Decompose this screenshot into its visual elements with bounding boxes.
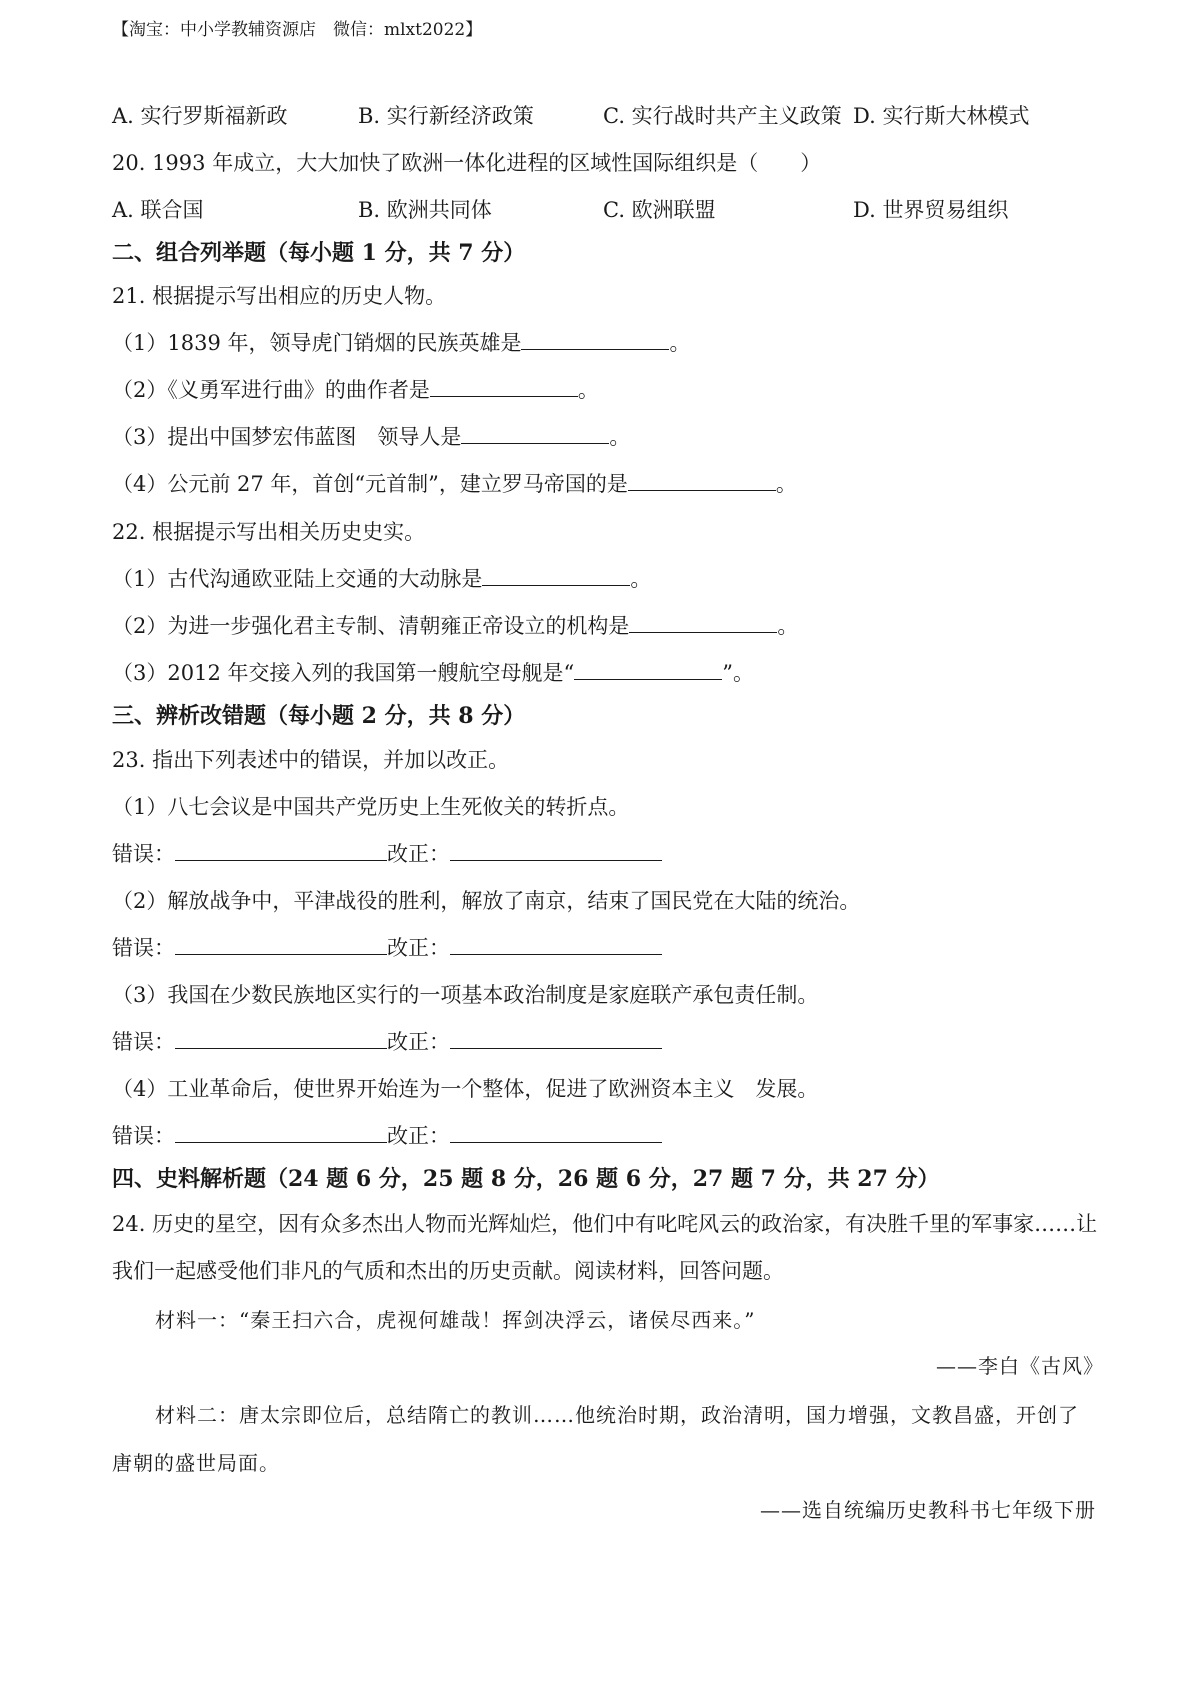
q21-item-2-end: 。 [577, 378, 599, 402]
answer-blank[interactable] [461, 423, 609, 444]
q21-item-4-end: 。 [775, 472, 797, 496]
correction-blank[interactable] [450, 840, 662, 861]
q23-stem: 23. 指出下列表述中的错误，并加以改正。 [112, 748, 510, 772]
q20-option-b: B. 欧洲共同体 [358, 198, 492, 222]
q19-option-a: A. 实行罗斯福新政 [112, 104, 288, 128]
correction-blank[interactable] [450, 1122, 662, 1143]
q22-item-1-text: （1）古代沟通欧亚陆上交通的大动脉是 [112, 567, 483, 591]
correction-label: 改正： [387, 842, 450, 866]
q21-item-3-text: （3）提出中国梦宏伟蓝图 领导人是 [112, 425, 462, 449]
error-blank[interactable] [175, 1028, 387, 1049]
material-1: 材料一：“秦王扫六合，虎视何雄哉！挥剑决浮云，诸侯尽西来。” [155, 1308, 756, 1332]
q24-stem-line-2: 我们一起感受他们非凡的气质和杰出的历史贡献。阅读材料，回答问题。 [112, 1259, 784, 1283]
section2-title: 二、组合列举题（每小题 1 分，共 7 分） [112, 240, 526, 266]
q19-option-c: C. 实行战时共产主义政策 [603, 104, 842, 128]
section3-title: 三、辨析改错题（每小题 2 分，共 8 分） [112, 703, 526, 729]
error-label: 错误： [112, 1030, 175, 1054]
q19-option-b: B. 实行新经济政策 [358, 104, 534, 128]
q20-stem: 20. 1993 年成立，大大加快了欧洲一体化进程的区域性国际组织是（ ） [112, 151, 822, 175]
error-label: 错误： [112, 936, 175, 960]
section4-title: 四、史料解析题（24 题 6 分，25 题 8 分，26 题 6 分，27 题 7 分，共 27 分） [112, 1166, 940, 1192]
answer-blank[interactable] [628, 470, 776, 491]
material-2-line-1: 材料二：唐太宗即位后，总结隋亡的教训……他统治时期，政治清明，国力增强，文教昌盛，开创了 [155, 1403, 1079, 1427]
q22-item-1-end: 。 [630, 567, 652, 591]
q22-item-3 [112, 659, 754, 687]
correction-blank[interactable] [450, 1028, 662, 1049]
q21-item-4-text: （4）公元前 27 年，首创“元首制”，建立罗马帝国的是 [112, 472, 628, 496]
q21-item-1-end: 。 [669, 331, 691, 355]
q22-item-2-text: （2）为进一步强化君主专制、清朝雍正帝设立的机构是 [112, 614, 630, 638]
q20-option-d: D. 世界贸易组织 [853, 198, 1009, 222]
answer-blank[interactable] [482, 565, 630, 586]
q23-answer-row-4 [112, 1122, 662, 1150]
q22-item-3-end: ”。 [722, 661, 754, 685]
material-2-line-2: 唐朝的盛世局面。 [112, 1451, 280, 1475]
q23-answer-row-1 [112, 840, 662, 868]
q21-item-3-end: 。 [609, 425, 631, 449]
q22-item-2 [112, 612, 798, 640]
q22-item-1 [112, 565, 651, 593]
correction-label: 改正： [387, 936, 450, 960]
answer-blank[interactable] [629, 612, 777, 633]
q23-item-2: （2）解放战争中，平津战役的胜利，解放了南京，结束了国民党在大陆的统治。 [112, 889, 861, 913]
q21-item-2-text: （2）《义勇军进行曲》的曲作者是 [112, 378, 430, 402]
q21-stem: 21. 根据提示写出相应的历史人物。 [112, 284, 447, 308]
q23-item-4: （4）工业革命后，使世界开始连为一个整体，促进了欧洲资本主义 发展。 [112, 1077, 819, 1101]
material-1-source: ——李白《古风》 [936, 1354, 1104, 1378]
q21-item-2 [112, 376, 599, 404]
error-blank[interactable] [175, 840, 387, 861]
q22-item-2-end: 。 [777, 614, 799, 638]
q23-answer-row-2 [112, 934, 662, 962]
error-blank[interactable] [175, 1122, 387, 1143]
answer-blank[interactable] [521, 329, 669, 350]
q21-item-1 [112, 329, 690, 357]
error-label: 错误： [112, 842, 175, 866]
q20-option-a: A. 联合国 [112, 198, 204, 222]
q22-stem: 22. 根据提示写出相关历史史实。 [112, 520, 426, 544]
q23-item-1: （1）八七会议是中国共产党历史上生死攸关的转折点。 [112, 795, 630, 819]
error-blank[interactable] [175, 934, 387, 955]
correction-label: 改正： [387, 1124, 450, 1148]
q19-option-d: D. 实行斯大林模式 [853, 104, 1030, 128]
material-2-source: ——选自统编历史教科书七年级下册 [760, 1498, 1096, 1522]
page-header: 【淘宝：中小学教辅资源店 微信：mlxt2022】 [112, 20, 483, 40]
answer-blank[interactable] [430, 376, 578, 397]
q23-answer-row-3 [112, 1028, 662, 1056]
answer-blank[interactable] [574, 659, 722, 680]
q22-item-3-text: （3）2012 年交接入列的我国第一艘航空母舰是“ [112, 661, 575, 685]
q20-option-c: C. 欧洲联盟 [603, 198, 716, 222]
q21-item-1-text: （1）1839 年，领导虎门销烟的民族英雄是 [112, 331, 522, 355]
correction-label: 改正： [387, 1030, 450, 1054]
q21-item-4 [112, 470, 797, 498]
error-label: 错误： [112, 1124, 175, 1148]
q24-stem-line-1: 24. 历史的星空，因有众多杰出人物而光辉灿烂，他们中有叱咤风云的政治家，有决胜千里的军事家……让 [112, 1212, 1098, 1236]
q23-item-3: （3）我国在少数民族地区实行的一项基本政治制度是家庭联产承包责任制。 [112, 983, 819, 1007]
q21-item-3 [112, 423, 630, 451]
correction-blank[interactable] [450, 934, 662, 955]
